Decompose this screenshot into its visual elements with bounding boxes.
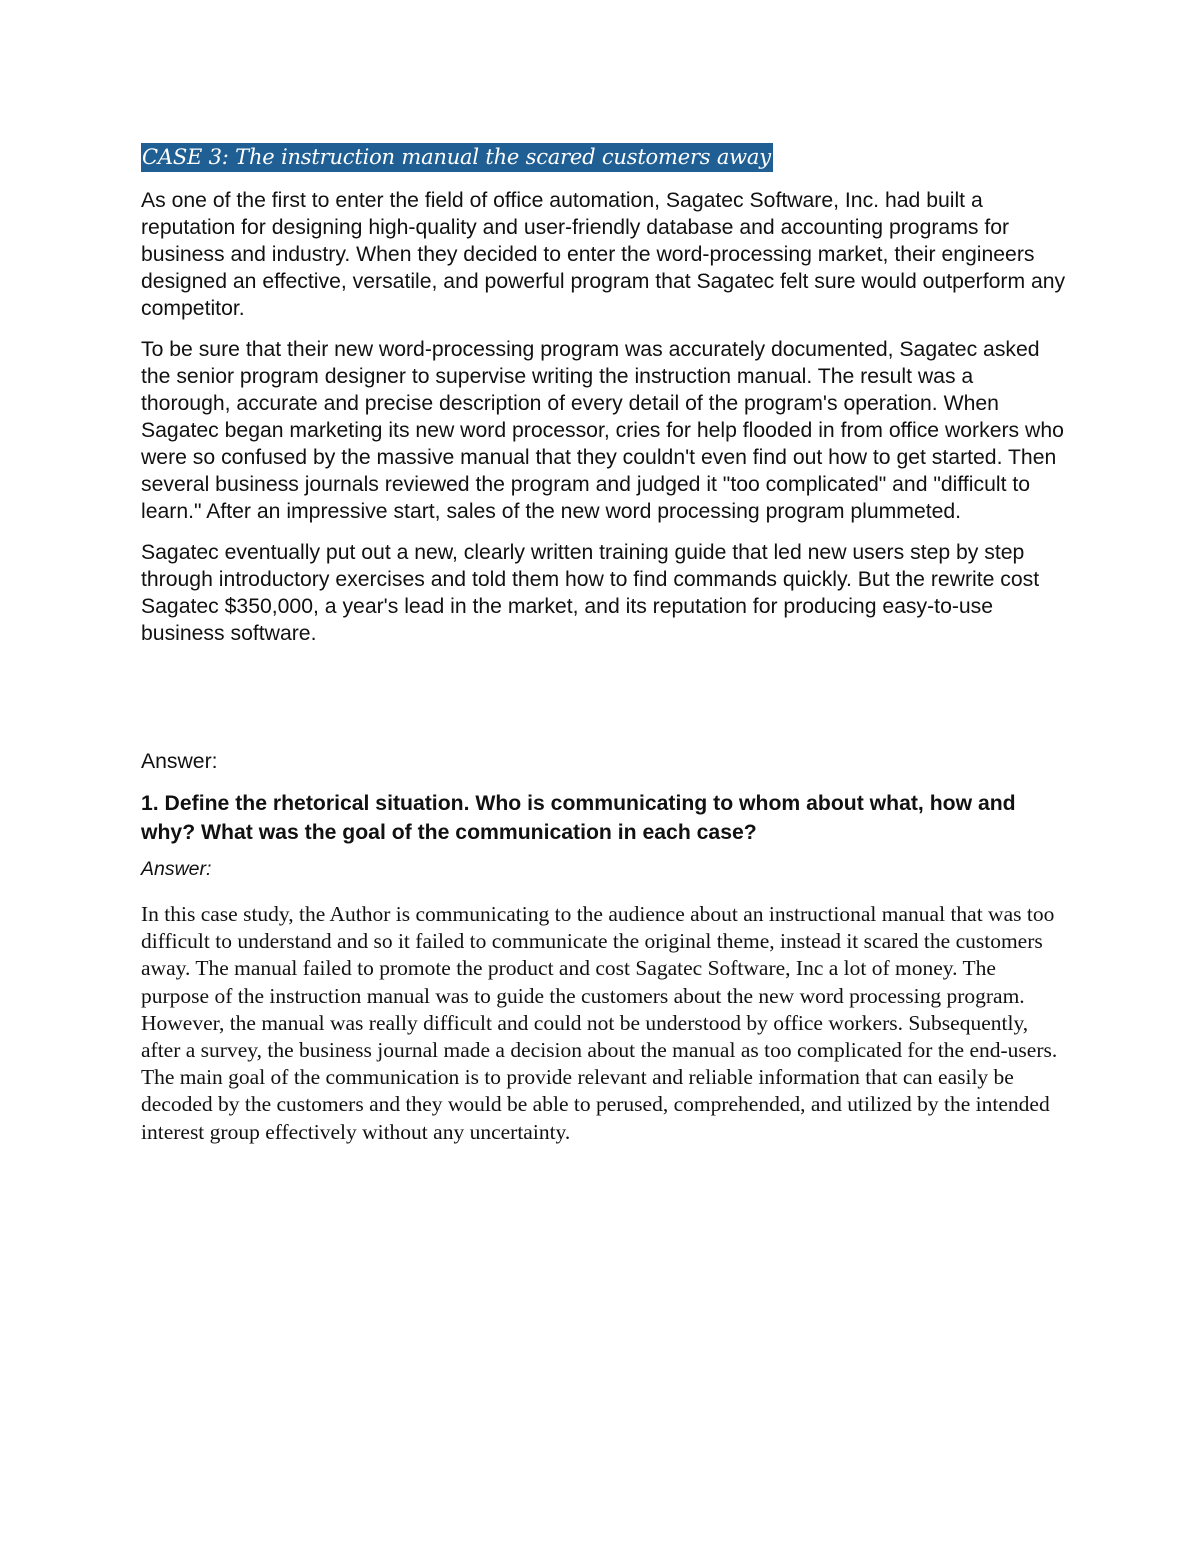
- case-paragraph-3: Sagatec eventually put out a new, clearly written training guide that led new users step by step through introductory exercises and told them how to find commands quickly. But the rewrite cost Sagatec $350,000, a year's lead in the market, and its reputation for producing easy-to-use business software.: [141, 541, 1040, 645]
- case-paragraph-2: To be sure that their new word-processing program was accurately documented, Sagatec asked the senior program designer to supervise writing the instruction manual. The result was a thorough, accurate and precise description of every detail of the program's operation. When Sagatec began marketing its new word processor, cries for help flooded in from office workers who were so confused by the massive manual that they couldn't even find out how to get started. Then several business journals reviewed the program and judged it "too complicated" and "difficult to learn." After an impressive start, sales of the new word processing program plummeted.: [141, 338, 1064, 523]
- document-page: [141, 143, 1066, 1146]
- question-1: 1. Define the rhetorical situation. Who is communicating to whom about what, how and why? What was the goal of the communication in each case?: [141, 792, 1016, 844]
- answer-heading: Answer:: [141, 750, 218, 773]
- answer-text: In this case study, the Author is communicating to the audience about an instructional manual that was too difficult to understand and so it failed to communicate the original theme, instead it scared the customers away. The manual failed to promote the product and cost Sagatec Software, Inc a lot of money. The purpose of the instruction manual was to guide the customers about the new word processing program. However, the manual was really difficult and could not be understood by office workers. Subsequently, after a survey, the business journal made a decision about the manual as too complicated for the end-users. The main goal of the communication is to provide relevant and reliable information that can easily be decoded by the customers and they would be able to perused, comprehended, and utilized by the intended interest group effectively without any uncertainty.: [141, 902, 1058, 1144]
- section-spacer: [141, 661, 1066, 748]
- answer-label: Answer:: [141, 858, 212, 880]
- case-paragraph-1: As one of the first to enter the field of office automation, Sagatec Software, Inc. had built a reputation for designing high-quality and user-friendly database and accounting programs for business and industry. When they decided to enter the word-processing market, their engineers designed an effective, versatile, and powerful program that Sagatec felt sure would outperform any competitor.: [141, 189, 1066, 320]
- case-title: CASE 3: The instruction manual the scared customers away: [141, 143, 773, 172]
